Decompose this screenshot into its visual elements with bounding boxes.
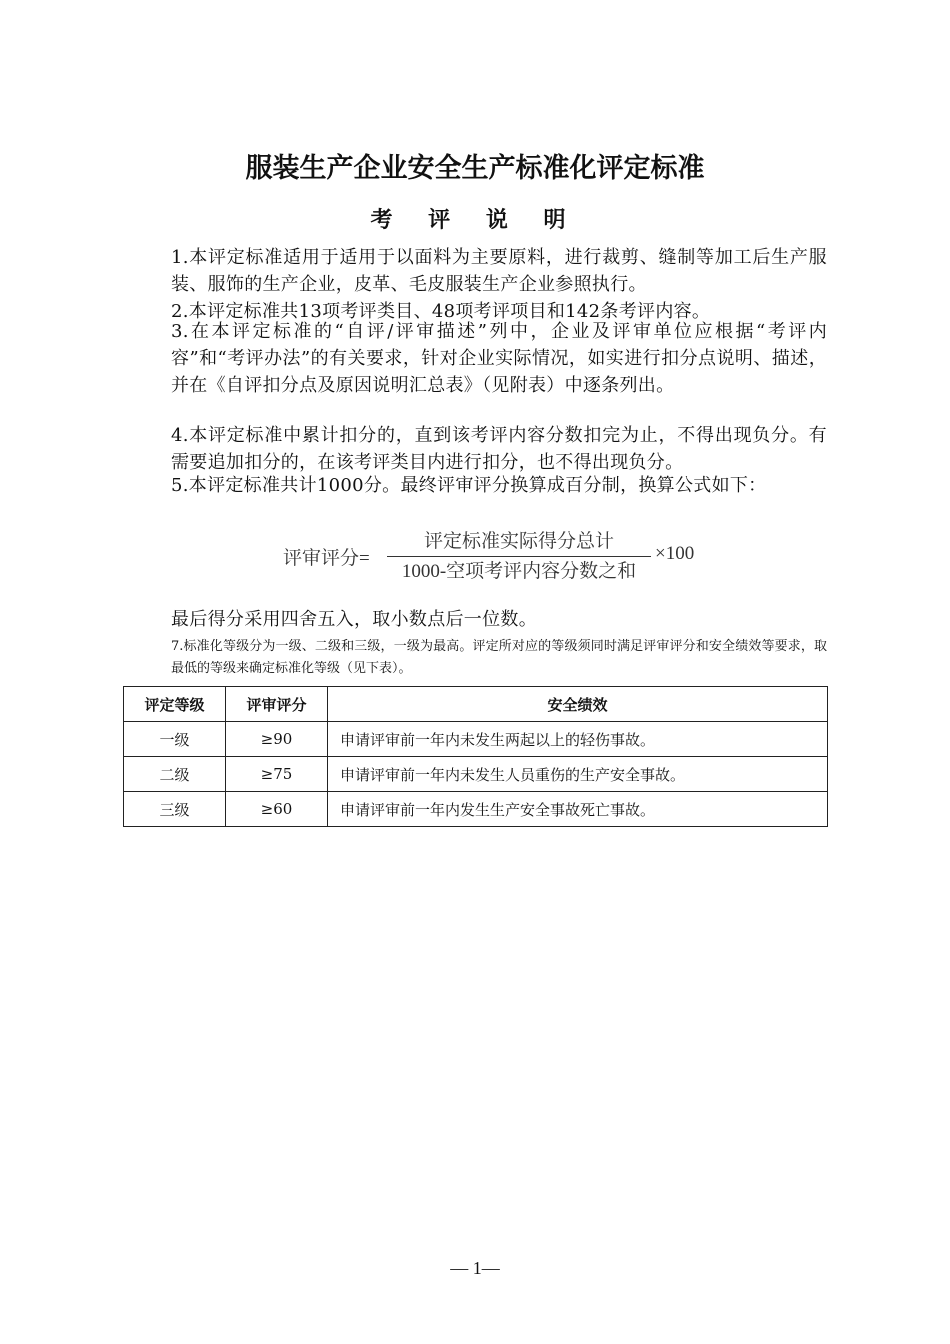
table-row <box>124 722 828 757</box>
paragraph-1: 1.本评定标准适用于适用于以面料为主要原料，进行裁剪、缝制等加工后生产服装、服饰的生产企业，皮革、毛皮服装生产企业参照执行。 <box>171 247 827 295</box>
table-row <box>124 792 828 827</box>
formula-fraction <box>387 528 651 587</box>
paragraph-5: 5.本评定标准共计1000分。最终评审评分换算成百分制，换算公式如下： <box>171 475 767 496</box>
document-title: 服装生产企业安全生产标准化评定标准 <box>245 153 705 184</box>
paragraph-3: 3.在本评定标准的“自评/评审描述”列中，企业及评审单位应根据“考评内容”和“考评办法”的有关要求，针对企业实际情况，如实进行扣分点说明、描述，并在《自评扣分点及原因说明汇总表》（见附表）中逐条列出。 <box>171 321 827 396</box>
table-row <box>124 757 828 792</box>
performance-cell: 申请评审前一年内未发生两起以上的轻伤事故。 <box>328 722 828 757</box>
grade-cell: 二级 <box>124 757 226 792</box>
performance-cell: 申请评审前一年内发生生产安全事故死亡事故。 <box>328 792 828 827</box>
grade-cell: 一级 <box>124 722 226 757</box>
score-cell: ≥60 <box>226 792 328 827</box>
score-cell: ≥75 <box>226 757 328 792</box>
grade-note: 7.标准化等级分为一级、二级和三级，一级为最高。评定所对应的等级须同时满足评审评分和安全绩效等要求，取最低的等级来确定标准化等级（见下表）。 <box>171 639 827 676</box>
grade-cell: 三级 <box>124 792 226 827</box>
table-header-cell: 安全绩效 <box>328 687 828 722</box>
paragraph-4: 4.本评定标准中累计扣分的，直到该考评内容分数扣完为止，不得出现负分。有需要追加扣分的，在该考评类目内进行扣分，也不得出现负分。 <box>171 425 827 473</box>
grade-table <box>123 686 828 827</box>
table-header-cell: 评审评分 <box>226 687 328 722</box>
rounding-rule: 最后得分采用四舍五入，取小数点后一位数。 <box>171 609 537 630</box>
performance-cell: 申请评审前一年内未发生人员重伤的生产安全事故。 <box>328 757 828 792</box>
paragraph-2: 2.本评定标准共13项考评类目、48项考评项目和142条考评内容。 <box>171 301 711 322</box>
formula-numerator: 评定标准实际得分总计 <box>423 531 614 552</box>
formula-denominator: 1000-空项考评内容分数之和 <box>401 561 637 582</box>
table-header-row <box>124 687 828 722</box>
score-cell: ≥90 <box>226 722 328 757</box>
page-number: — 1— <box>450 1258 500 1278</box>
table-header-cell: 评定等级 <box>124 687 226 722</box>
section-heading: 考 评 说 明 <box>370 208 580 233</box>
formula-rhs: ×100 <box>655 543 695 564</box>
formula-lhs: 评审评分= <box>283 548 370 569</box>
